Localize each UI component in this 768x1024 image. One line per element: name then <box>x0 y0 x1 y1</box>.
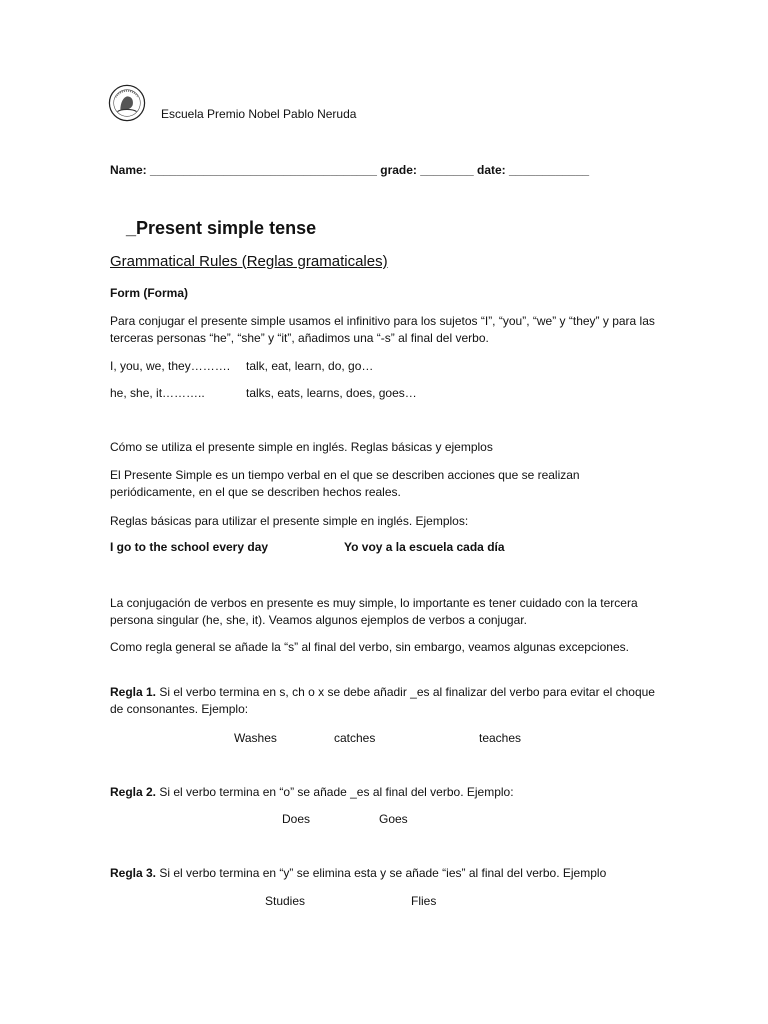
form-text: Para conjugar el presente simple usamos el infinitivo para los sujetos “I”, “you”, “we” y “they” y para las terceras personas “he”, “she” y “it”, añadimos una “-s” al final del verbo. <box>110 314 655 345</box>
page-title: _Present simple tense <box>126 218 317 238</box>
rule-1-text: Si el verbo termina en s, ch o x se debe añadir _es al finalizar del verbo para evitar el choque de consonantes. Ejemplo: <box>110 685 655 716</box>
conjugation-paragraph-2: Como regla general se añade la “s” al final del verbo, sin embargo, veamos algunas excepciones. <box>110 640 629 654</box>
rule-2-text: Si el verbo termina en “o” se añade _es al final del verbo. Ejemplo: <box>156 785 514 799</box>
example-english: I go to the school every day <box>110 540 269 554</box>
rule-3-example: Flies <box>411 894 437 908</box>
rule-1-example: Washes <box>234 731 277 745</box>
row1-subjects: I, you, we, they………. <box>110 359 231 373</box>
name-grade-date-line: Name: __________________________________ grade: ________ date: ____________ <box>110 163 590 177</box>
rule-3-example: Studies <box>265 894 306 908</box>
rule-1-label: Regla 1. <box>110 685 157 699</box>
conjugation-paragraph-1: La conjugación de verbos en presente es muy simple, lo importante es tener cuidado con la tercera persona singular (he, she, it). Veamos algunos ejemplos de verbos a conjugar. <box>110 596 638 627</box>
rule-2-example: Does <box>282 812 311 826</box>
section-subtitle: Grammatical Rules (Reglas gramaticales) <box>110 253 388 270</box>
rule-3-text: Si el verbo termina en “y” se elimina esta y se añade “ies” al final del verbo. Ejemplo <box>156 866 607 880</box>
rule-1-example: teaches <box>479 731 522 745</box>
rule-1-example: catches <box>334 731 376 745</box>
row1-verbs: talk, eat, learn, do, go… <box>246 359 374 373</box>
rule-2-label: Regla 2. <box>110 785 157 799</box>
rule-2 <box>110 784 514 801</box>
example-spanish: Yo voy a la escuela cada día <box>344 540 505 554</box>
usage-heading: Cómo se utiliza el presente simple en inglés. Reglas básicas y ejemplos <box>110 440 493 454</box>
row2-subjects: he, she, it……….. <box>110 386 205 400</box>
rules-intro: Reglas básicas para utilizar el presente simple en inglés. Ejemplos: <box>110 514 469 528</box>
school-name: Escuela Premio Nobel Pablo Neruda <box>161 107 357 121</box>
rule-1 <box>110 684 655 718</box>
rule-3 <box>110 865 606 882</box>
usage-text: El Presente Simple es un tiempo verbal en el que se describen acciones que se realizan periódicamente, en el que se describen hechos reales. <box>110 468 580 499</box>
row2-verbs: talks, eats, learns, does, goes… <box>246 386 417 400</box>
form-heading: Form (Forma) <box>110 286 188 300</box>
rule-3-label: Regla 3. <box>110 866 157 880</box>
rule-2-example: Goes <box>379 812 408 826</box>
school-logo <box>108 84 146 122</box>
